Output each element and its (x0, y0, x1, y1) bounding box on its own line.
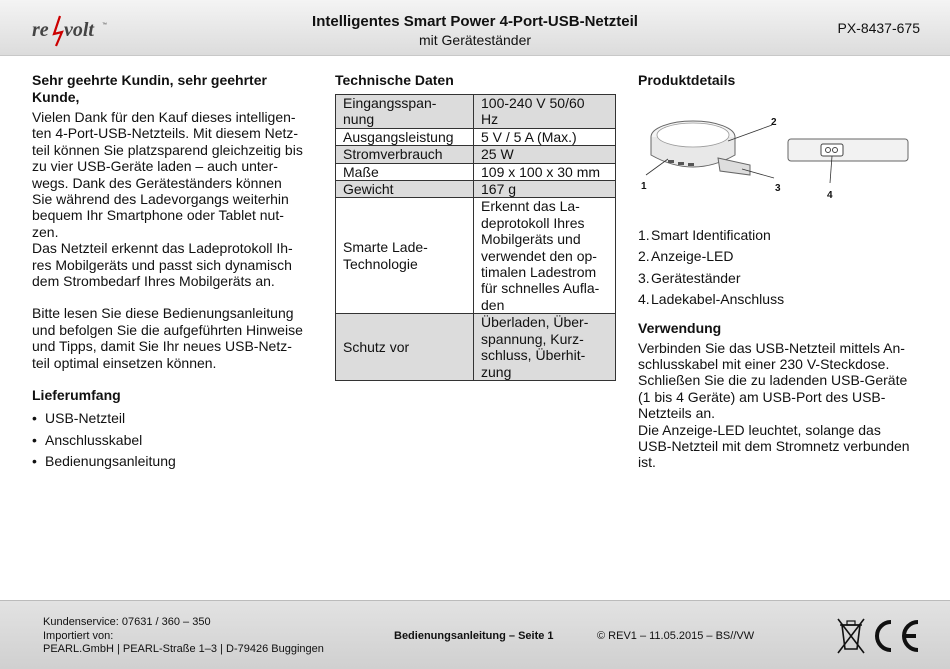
specs-table (335, 94, 616, 381)
list-item: 4.Ladekabel-Anschluss (638, 291, 785, 308)
table-row (336, 181, 616, 198)
scope-item: • Bedienungsanleitung (32, 453, 312, 469)
revision-info: © REV1 – 11.05.2015 – BS//VW (597, 630, 755, 642)
page-label: Bedienungsanleitung – Seite 1 (394, 630, 554, 642)
notice-line: teil optimal einsetzen können. (32, 354, 217, 371)
list-item: 2.Anzeige-LED (638, 248, 734, 265)
product-column (638, 72, 923, 471)
usage-heading: Verwendung (638, 319, 722, 336)
footer-icons (836, 615, 922, 655)
intro-line: zen. (32, 223, 59, 240)
spec-value: 167 g (474, 181, 616, 198)
specs-heading: Technische Daten (335, 72, 454, 88)
figure-label: 3 (775, 183, 781, 194)
footer-contact (43, 616, 324, 657)
usage-line: Schließen Sie die zu ladenden USB-Geräte (638, 372, 908, 389)
list-item: 1.Smart Identification (638, 227, 771, 243)
usage-line: Netzteils an. (638, 405, 716, 422)
spec-key: Smarte Lade- Technologie (336, 198, 474, 314)
usage-line: USB-Netzteil mit dem Stromnetz verbunden (638, 438, 910, 455)
scope-item: • Anschlusskabel (32, 432, 312, 448)
intro-line: Sie während des Ladevorgangs weiterhin (32, 191, 289, 208)
table-row (336, 314, 616, 381)
page-header (0, 0, 950, 56)
usage-line: Verbinden Sie das USB-Netzteil mittels An- (638, 339, 905, 356)
product-diagram (638, 103, 923, 213)
greeting-heading: Sehr geehrte Kundin, sehr geehrter Kunde, (32, 72, 267, 105)
imported-label: Importiert von: (43, 629, 114, 642)
spec-value: Erkennt das La- deprotokoll Ihres Mobilgeräts und verwendet den op- timalen Ladestrom für schnelles Aufla- den (474, 198, 616, 314)
usage-paragraph (638, 340, 923, 471)
intro-line: zu vier USB-Geräte laden – auch unter- (32, 158, 278, 175)
figure-label: 2 (771, 117, 777, 128)
intro-line: bequem Ihr Smartphone oder Tablet nut- (32, 207, 284, 224)
figure-label: 4 (827, 190, 833, 201)
usage-line: (1 bis 4 Geräte) am USB-Port des USB- (638, 388, 886, 405)
svg-text:™: ™ (102, 22, 107, 28)
spec-value: Überladen, Über- spannung, Kurz- schluss, Überhit- zung (474, 314, 616, 381)
spec-key: Gewicht (336, 181, 474, 198)
scope-list (32, 410, 312, 469)
svg-text:volt: volt (64, 19, 94, 41)
intro-line: wegs. Dank des Geräteständers können (32, 174, 282, 191)
intro-line: teil können Sie platzsparend gleichzeitig bis (32, 141, 303, 158)
page-footer (0, 600, 950, 669)
notice-line: Bitte lesen Sie diese Bedienungsanleitung (32, 305, 294, 322)
usage-line: schlusskabel mit einer 230 V-Steckdose. (638, 356, 890, 373)
importer-address: PEARL.GmbH | PEARL-Straße 1–3 | D-79426 Buggingen (43, 643, 324, 655)
customer-service: Kundenservice: 07631 / 360 – 350 (43, 616, 211, 628)
figure-label: 1 (641, 181, 647, 192)
intro-line: res Mobilgeräts und passt sich dynamisch (32, 256, 292, 273)
intro-line: Das Netzteil erkennt das Ladeprotokoll Ih- (32, 240, 293, 257)
table-row (336, 198, 616, 314)
table-row (336, 163, 616, 180)
notice-line: und Tipps, damit Sie Ihr neues USB-Netz- (32, 338, 292, 355)
intro-paragraph (32, 109, 312, 289)
spec-value: 109 x 100 x 30 mm (474, 163, 616, 180)
spec-key: Schutz vor (336, 314, 474, 381)
spec-value: 100-240 V 50/60 Hz (474, 95, 616, 129)
intro-column (32, 72, 312, 474)
scope-heading: Lieferumfang (32, 387, 121, 404)
notice-paragraph (32, 305, 312, 371)
scope-item: • USB-Netzteil (32, 410, 312, 426)
spec-key: Maße (336, 163, 474, 180)
svg-text:re: re (32, 19, 49, 41)
ce-mark-icon (877, 622, 918, 650)
spec-key: Eingangsspan- nung (336, 95, 474, 129)
list-item: 3.Geräteständer (638, 269, 741, 286)
document-subtitle: mit Geräteständer (418, 32, 532, 48)
weee-bin-icon (838, 619, 864, 653)
spec-value: 25 W (474, 146, 616, 163)
usage-line: Die Anzeige-LED leuchtet, solange das (638, 421, 881, 438)
table-row (336, 146, 616, 163)
intro-line: dem Strombedarf Ihres Mobilgeräts an. (32, 273, 275, 290)
notice-line: und befolgen Sie die aufgeführten Hinweise (32, 321, 303, 338)
product-code: PX-8437-675 (837, 20, 920, 36)
spec-key: Ausgangsleistung (336, 128, 474, 145)
table-row (336, 95, 616, 129)
table-row (336, 128, 616, 145)
intro-line: Vielen Dank für den Kauf dieses intelligen- (32, 109, 296, 125)
spec-value: 5 V / 5 A (Max.) (474, 128, 616, 145)
spec-key: Stromverbrauch (336, 146, 474, 163)
intro-line: ten 4-Port-USB-Netzteils. Mit diesem Netz- (32, 125, 299, 142)
product-details-heading: Produktdetails (638, 72, 736, 88)
revolt-logo (30, 12, 120, 48)
document-title: Intelligentes Smart Power 4-Port-USB-Netzteil (312, 13, 638, 30)
usage-line: ist. (638, 454, 656, 471)
parts-list (638, 227, 923, 308)
specs-column (335, 72, 617, 381)
